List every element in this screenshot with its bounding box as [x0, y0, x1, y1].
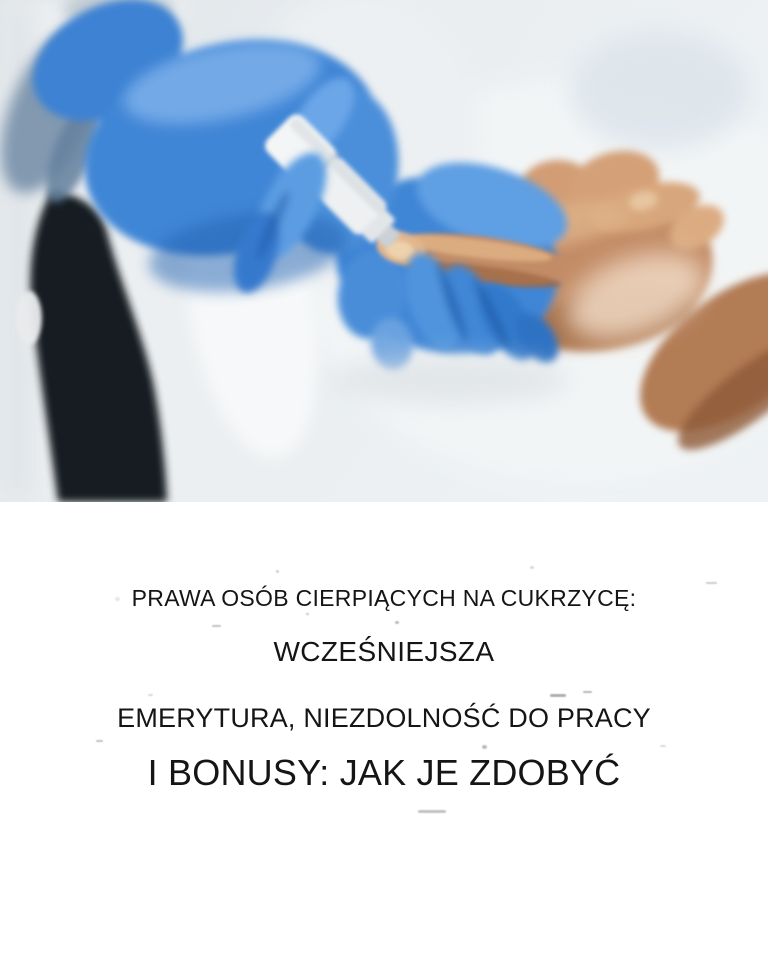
- shirt-patch: [16, 291, 42, 345]
- background-blue-patch: [570, 30, 750, 150]
- caption-line-4: I BONUSY: JAK JE ZDOBYĆ: [147, 751, 621, 793]
- glove-bottom-shadow: [330, 356, 570, 404]
- caption-line-2: WCZEŚNIEJSZA: [273, 636, 495, 668]
- caption-line-3: EMERYTURA, NIEZDOLNOŚĆ DO PRACY: [117, 702, 651, 733]
- caption-block: [0, 502, 768, 960]
- caption-line-1: PRAWA OSÓB CIERPIĄCYCH NA CUKRZYCĘ:: [131, 585, 637, 611]
